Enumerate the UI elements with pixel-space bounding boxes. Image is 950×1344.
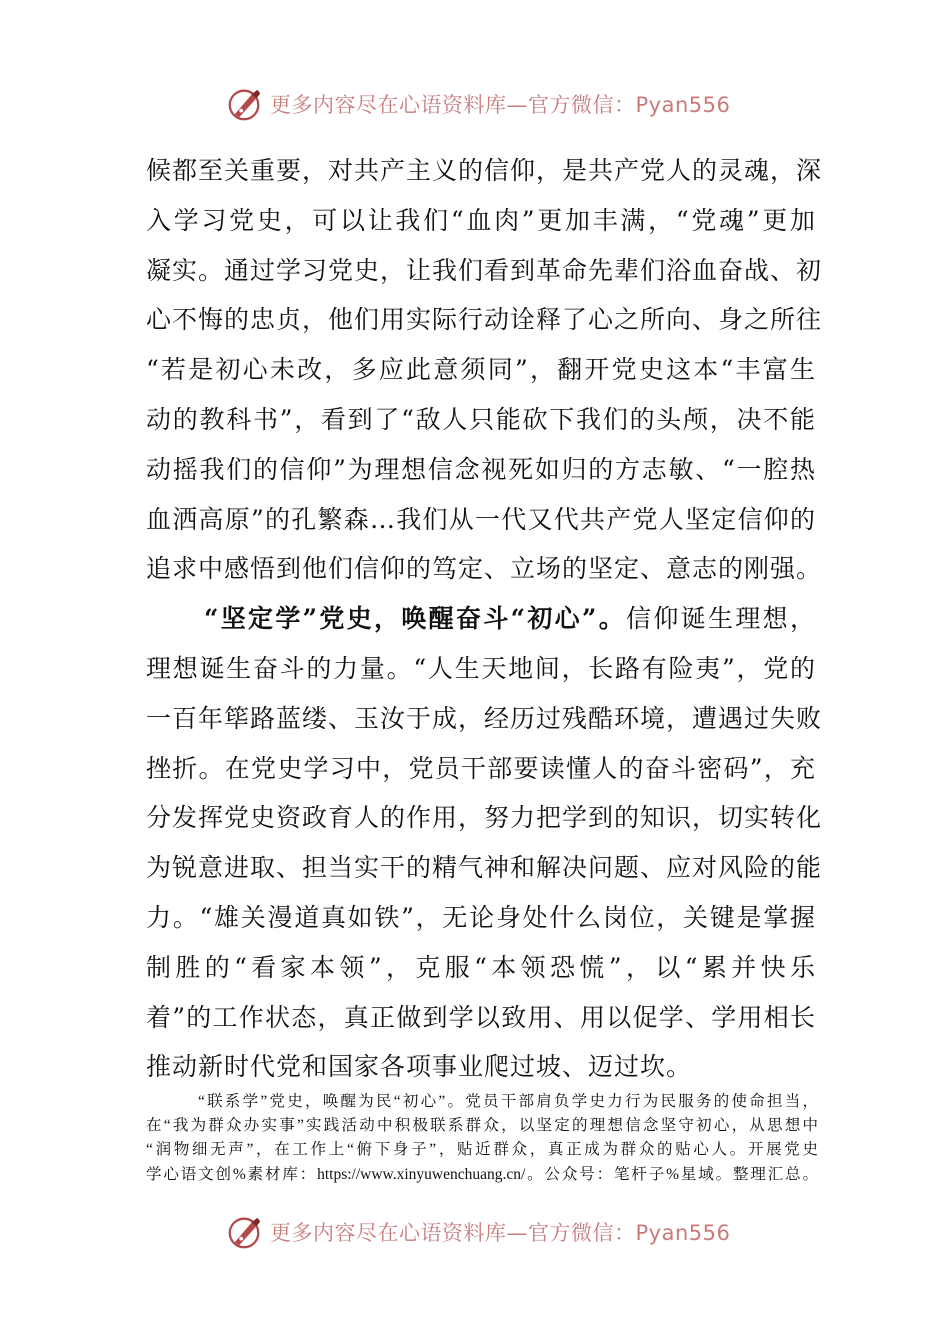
- small-line: 学心语文创%素材库：https://www.xinyuwenchuang.cn/。公众号：笔杆子%星域。整理汇总。: [146, 1165, 818, 1183]
- footer-banner: [226, 1212, 730, 1252]
- body-line: 动摇我们的信仰”为理想信念视死如归的方志敏、“一腔热: [146, 454, 816, 484]
- banner-text: 更多内容尽在心语资料库—官方微信：Pyan556: [270, 93, 731, 117]
- document-body: [146, 146, 823, 1092]
- small-line: “联系学”党史，唤醒为民“初心”。党员干部肩负学史力行为民服务的使命担当，: [198, 1093, 818, 1110]
- body-line: 分发挥党史资政育人的作用，努力把学到的知识，切实转化: [146, 803, 823, 833]
- pen-nib-icon: [226, 1213, 264, 1251]
- body-line: 着”的工作状态，真正做到学以致用、用以促学、学用相长: [146, 1002, 816, 1032]
- body-line: 制胜的“看家本领”，克服“本领恐慌”，以“累并快乐: [146, 952, 816, 982]
- paragraph-first-line: [146, 594, 816, 644]
- body-line: 凝实。通过学习党史，让我们看到革命先辈们浴血奋战、初: [146, 255, 823, 285]
- paragraph-text: 信仰诞生理想，: [626, 604, 816, 634]
- small-line: 在“我为群众办实事”实践活动中积极联系群众，以坚定的理想信念坚守初心，从思想中: [146, 1117, 818, 1135]
- body-line: 入学习党史，可以让我们“血肉”更加丰满，“党魂”更加: [146, 205, 816, 235]
- body-line: 理想诞生奋斗的力量。“人生天地间，长路有险夷”，党的: [146, 653, 816, 683]
- body-line: 动的教科书”，看到了“敌人只能砍下我们的头颅，决不能: [146, 404, 816, 434]
- body-line: 为锐意进取、担当实干的精气神和解决问题、应对风险的能: [146, 853, 823, 883]
- small-line: “润物细无声”，在工作上“俯下身子”，贴近群众，真正成为群众的贴心人。开展党史: [146, 1141, 818, 1159]
- body-line: 推动新时代党和国家各项事业爬过坡、迈过坎。: [146, 1052, 693, 1082]
- small-print-block: [146, 1090, 818, 1187]
- body-line: 力。“雄关漫道真如铁”，无论身处什么岗位，关键是掌握: [146, 902, 816, 932]
- body-line: 追求中感悟到他们信仰的笃定、立场的坚定、意志的刚强。: [146, 554, 823, 584]
- body-line: 挫折。在党史学习中，党员干部要读懂人的奋斗密码”，充: [146, 753, 816, 783]
- body-line: “若是初心未改，多应此意须同”，翻开党史这本“丰富生: [146, 355, 816, 385]
- banner-text: 更多内容尽在心语资料库—官方微信：Pyan556: [270, 1221, 731, 1245]
- body-line: 心不悔的忠贞，他们用实际行动诠释了心之所向、身之所往: [146, 305, 823, 335]
- header-banner: [226, 84, 730, 124]
- paragraph-heading: “坚定学”党史，唤醒奋斗“初心”。: [204, 604, 627, 634]
- body-line: 一百年筚路蓝缕、玉汝于成，经历过残酷环境，遭遇过失败: [146, 703, 823, 733]
- body-line: 血洒高原”的孔繁森…我们从一代又代共产党人坚定信仰的: [146, 504, 816, 534]
- body-line: 候都至关重要，对共产主义的信仰，是共产党人的灵魂，深: [146, 156, 823, 185]
- pen-nib-icon: [226, 85, 264, 123]
